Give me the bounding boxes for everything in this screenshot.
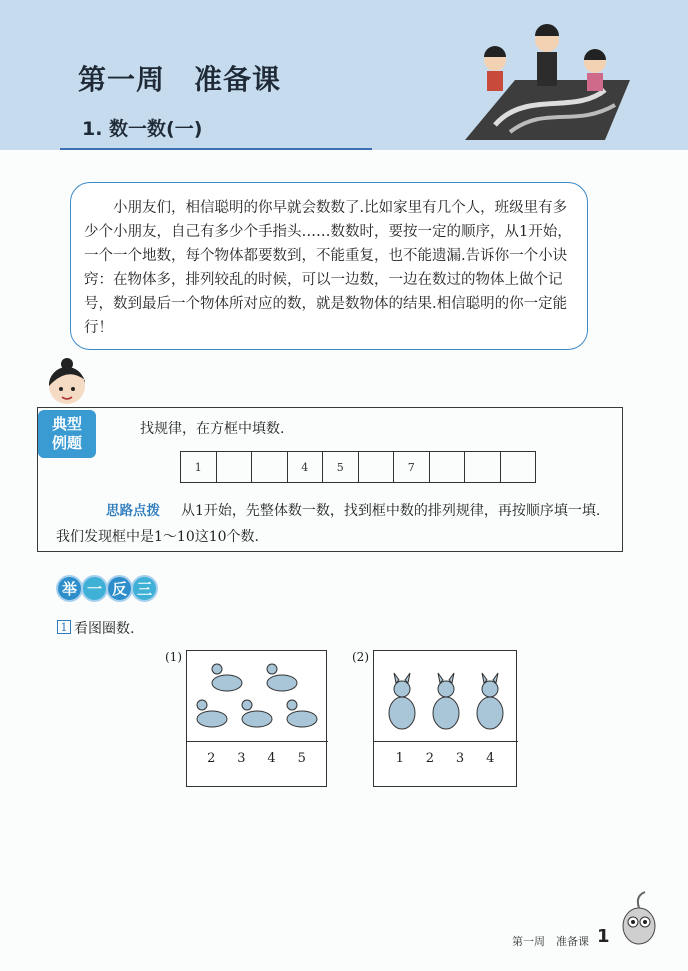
sequence-cell[interactable] xyxy=(359,452,395,482)
panel-label: (1) xyxy=(165,650,182,664)
ducks-number-row xyxy=(187,751,326,766)
number-option[interactable]: 1 xyxy=(395,751,404,766)
mascot-icon xyxy=(614,888,664,948)
sequence-cell[interactable]: 7 xyxy=(394,452,430,482)
number-option[interactable]: 2 xyxy=(425,751,435,766)
question-number: 1 xyxy=(57,620,71,634)
page-title: 第一周 准备课 xyxy=(78,63,282,96)
kangaroos-number-row xyxy=(374,751,516,766)
example-tag xyxy=(38,410,96,458)
number-sequence-boxes xyxy=(180,451,536,483)
number-option[interactable]: 2 xyxy=(207,751,216,766)
sequence-cell[interactable] xyxy=(430,452,466,482)
number-option[interactable]: 4 xyxy=(267,751,276,766)
kangaroos-picture xyxy=(374,651,518,742)
kangaroos-panel xyxy=(373,650,517,787)
footer-text: 第一周 准备课 xyxy=(512,935,589,948)
ducks-picture xyxy=(187,651,328,742)
badge-char: 举 xyxy=(56,575,83,602)
sequence-cell[interactable]: 1 xyxy=(181,452,217,482)
number-option[interactable]: 3 xyxy=(237,751,246,766)
title-rule xyxy=(60,148,372,150)
number-option[interactable]: 3 xyxy=(455,751,465,766)
example-tag-line1: 典型 xyxy=(51,415,82,433)
panel-label: (2) xyxy=(352,650,369,664)
number-option[interactable]: 5 xyxy=(297,751,306,766)
hint-label: 思路点拨 xyxy=(106,503,160,519)
sequence-cell[interactable] xyxy=(252,452,288,482)
sequence-cell[interactable]: 4 xyxy=(288,452,324,482)
badge-char: 三 xyxy=(131,575,158,602)
question-text: 看图圈数. xyxy=(74,621,135,637)
ducks-panel xyxy=(186,650,327,787)
sequence-cell[interactable] xyxy=(465,452,501,482)
example-tag-line2: 例题 xyxy=(51,434,82,452)
badge-char: 一 xyxy=(81,575,108,602)
sequence-cell[interactable] xyxy=(217,452,253,482)
page-number: 1 xyxy=(597,926,610,947)
intro-text: 小朋友们，相信聪明的你早就会数数了.比如家里有几个人，班级里有多少个小朋友，自己有多少个手指头……数数时，要按一定的顺序，从1开始，一个一个地数，每个物体都要数到，不能重复，也不能遗漏.告诉你一个小诀窍：在物体多，排列较乱的时候，可以一边数，一边在数过的物体上做个记号，数到最后一个物体所对应的数，就是数物体的结果.相信聪明的你一定能行！ xyxy=(84,200,572,336)
lesson-title: 1. 数一数(一) xyxy=(82,118,203,140)
girl-icon xyxy=(38,356,96,412)
badge-char: 反 xyxy=(106,575,133,602)
number-option[interactable]: 4 xyxy=(486,751,495,766)
section-badge xyxy=(56,575,156,602)
sequence-cell[interactable]: 5 xyxy=(323,452,359,482)
sequence-cell[interactable] xyxy=(501,452,537,482)
hint-text: 从1开始，先整体数一数，找到框中数的排列规律，再按顺序填一填.我们发现框中是1～10这10个数. xyxy=(56,503,601,545)
example-question: 找规律，在方框中填数. xyxy=(140,421,285,437)
teacher-kids-illustration xyxy=(455,20,635,150)
